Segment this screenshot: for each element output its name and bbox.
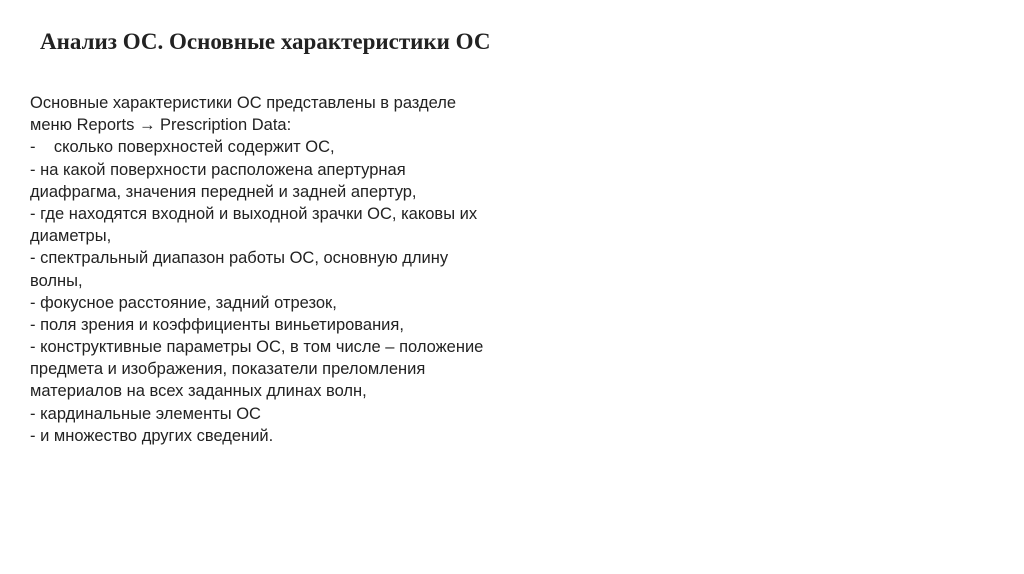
body-line: диаметры, bbox=[30, 227, 112, 246]
body-line: - и множество других сведений. bbox=[30, 426, 274, 445]
body-line: - фокусное расстояние, задний отрезок, bbox=[30, 293, 337, 312]
body-line: - сколько поверхностей содержит ОС, bbox=[30, 138, 335, 157]
body-line: предмета и изображения, показатели преломления bbox=[30, 360, 426, 379]
body-line: меню Reports → Prescription Data: bbox=[30, 116, 292, 135]
body-line: - на какой поверхности расположена апертурная bbox=[30, 160, 406, 179]
body-line: - где находятся входной и выходной зрачки ОС, каковы их bbox=[30, 204, 478, 223]
slide-title: Анализ ОС. Основные характеристики ОС bbox=[40, 29, 491, 54]
body-line: Основные характеристики ОС представлены в разделе bbox=[30, 94, 457, 112]
body-line: волны, bbox=[30, 271, 83, 290]
body-line: - конструктивные параметры ОС, в том числе – положение bbox=[30, 338, 484, 357]
slide-body bbox=[30, 92, 483, 447]
body-line: - кардинальные элементы ОС bbox=[30, 404, 261, 423]
body-line: - спектральный диапазон работы ОС, основную длину bbox=[30, 249, 449, 268]
body-line: материалов на всех заданных длинах волн, bbox=[30, 382, 367, 401]
body-line: диафрагма, значения передней и задней апертур, bbox=[30, 182, 417, 201]
body-line: - поля зрения и коэффициенты виньетирования, bbox=[30, 315, 404, 334]
